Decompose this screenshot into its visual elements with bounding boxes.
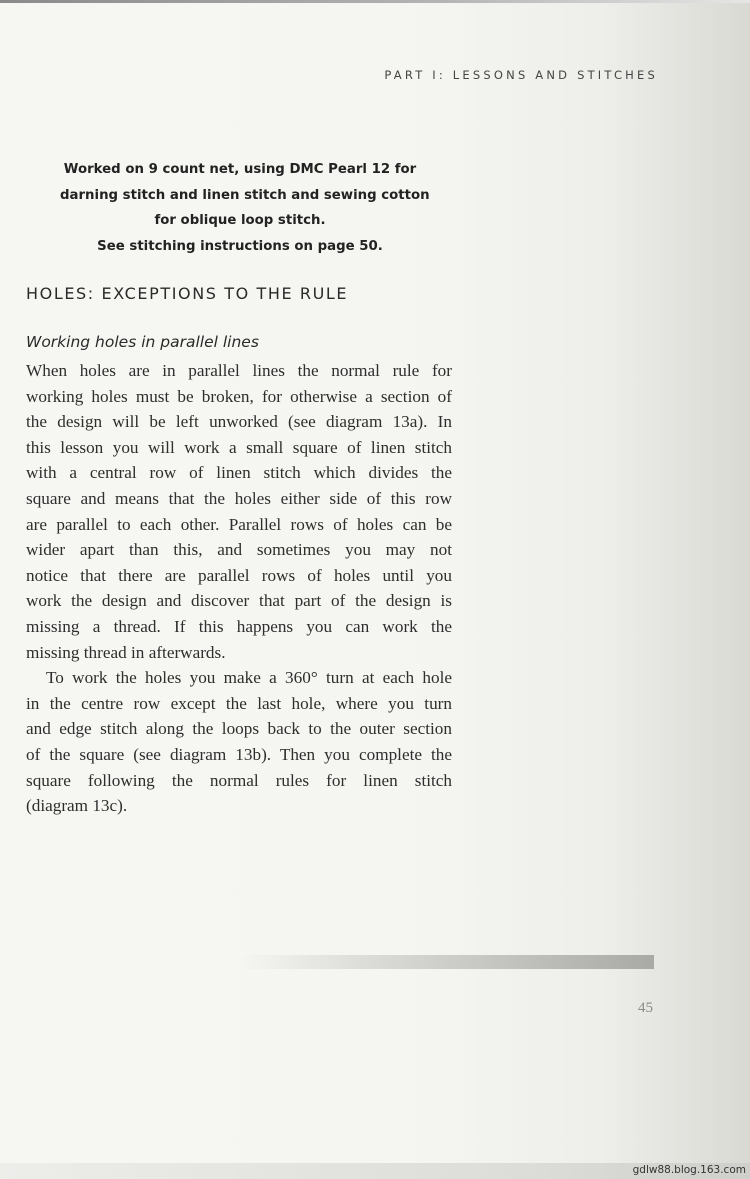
text-line: the design will be left unworked (see diagram 13a). In [26,412,452,432]
text-line: work the design and discover that part of the design is [26,591,452,611]
text-line: square following the normal rules for linen stitch [26,770,452,790]
text-line: When holes are in parallel lines the normal rule for [26,361,452,380]
text-line: missing thread in afterwards. [26,642,226,662]
photo-caption [60,157,430,259]
watermark: gdlw88.blog.163.com [632,1164,746,1176]
decorative-rule [240,955,654,969]
text-line: square and means that the holes either side of this row [26,488,452,508]
text-line: and edge stitch along the loops back to the outer section [26,719,452,739]
text-line: wider apart than this, and sometimes you may not [26,540,452,560]
text-line: (diagram 13c). [26,796,128,816]
body-text [26,358,452,819]
caption-line: See stitching instructions on page 50. [97,238,383,254]
running-head: PART I: LESSONS AND STITCHES [384,68,658,82]
text-line: notice that there are parallel rows of holes until you [26,565,452,585]
caption-line: for oblique loop stitch. [154,213,326,228]
text-line: missing a thread. If this happens you can work the [26,616,452,636]
text-line: of the square (see diagram 13b). Then you complete the [26,744,452,764]
caption-line: Worked on 9 count net, using DMC Pearl 12 for [63,162,417,177]
subheading: Working holes in parallel lines [26,333,259,351]
page-top-edge [0,0,750,3]
caption-line: darning stitch and linen stitch and sewing cotton [60,187,430,203]
text-line: in the centre row except the last hole, where you turn [26,693,452,713]
section-heading: HOLES: EXCEPTIONS TO THE RULE [26,284,349,303]
text-line: with a central row of linen stitch which divides the [26,463,452,483]
text-line: working holes must be broken, for otherwise a section of [26,386,452,406]
text-line: To work the holes you make a 360° turn at each hole [46,668,452,688]
text-line: are parallel to each other. Parallel rows of holes can be [26,514,452,534]
page-number: 45 [638,1000,653,1016]
text-line: this lesson you will work a small square of linen stitch [26,437,452,457]
